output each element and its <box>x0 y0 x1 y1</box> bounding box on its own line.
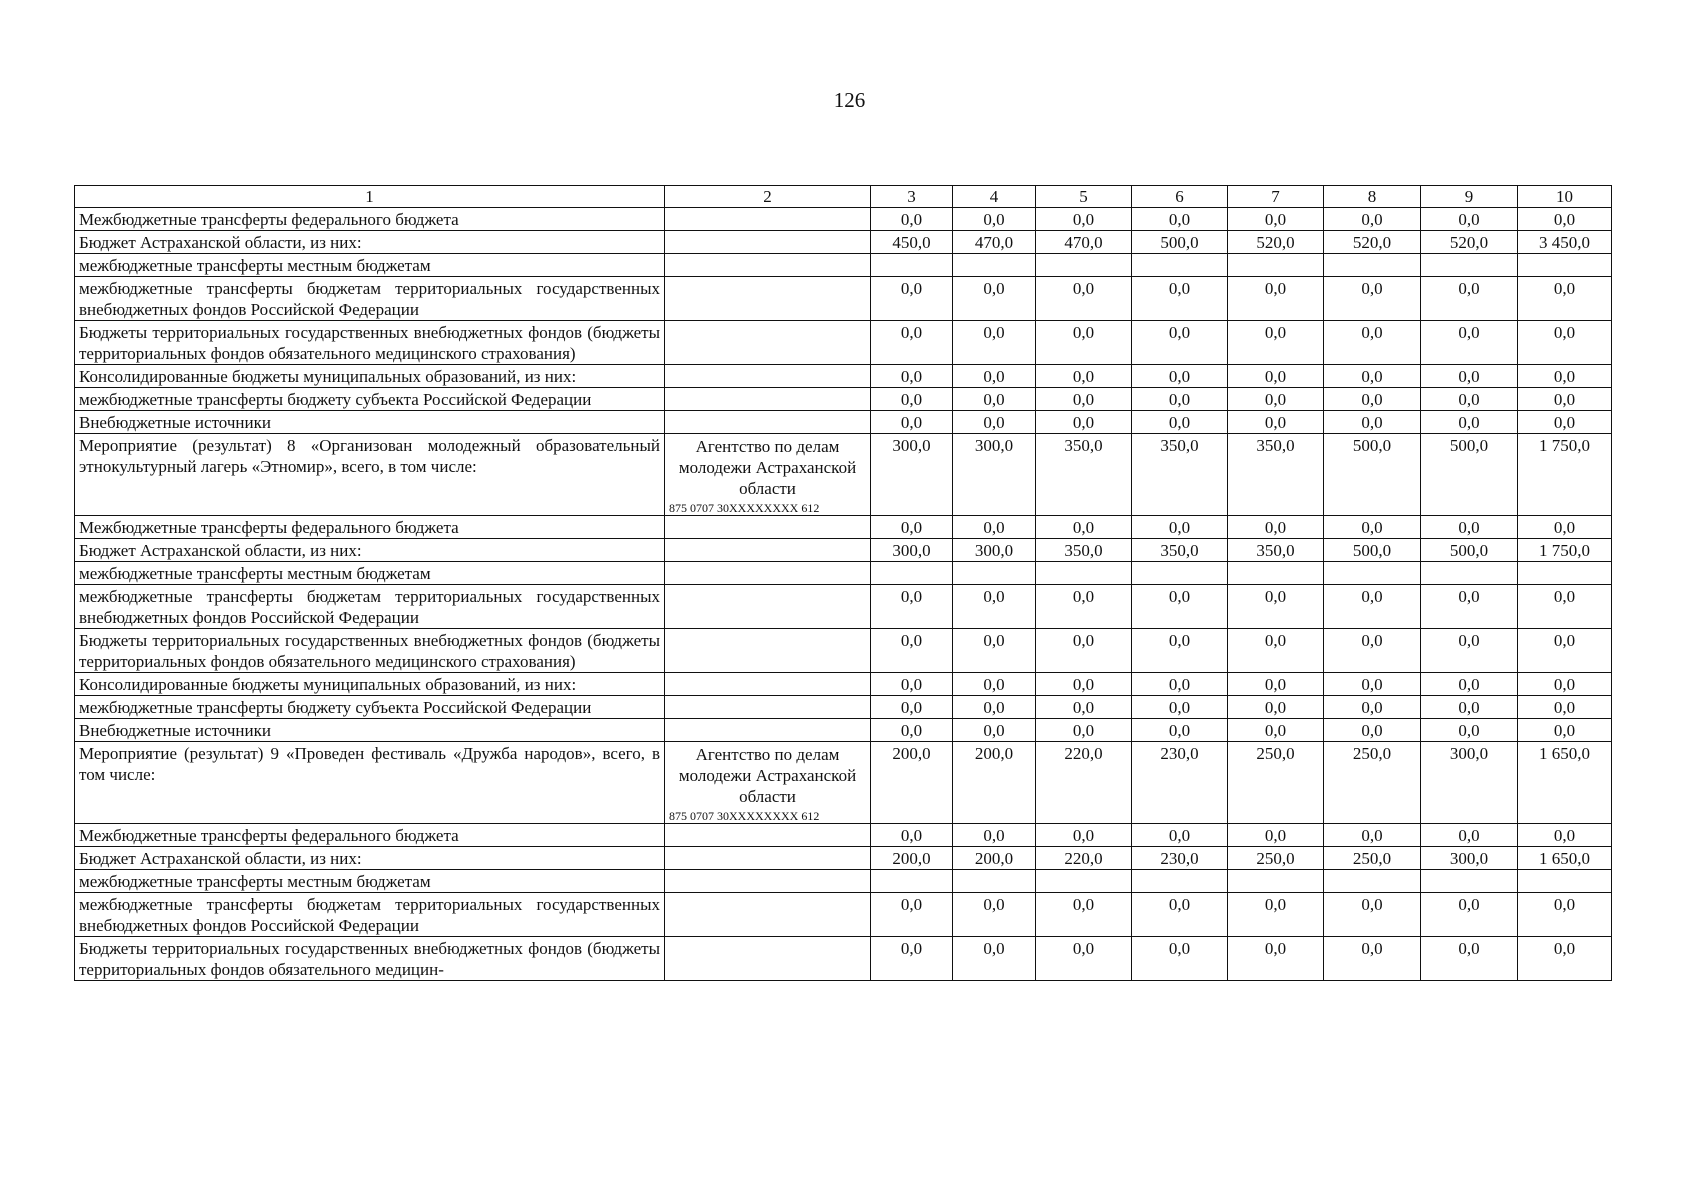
value-cell <box>871 254 953 277</box>
value-cell: 0,0 <box>871 277 953 321</box>
column-header: 4 <box>953 186 1036 208</box>
value-cell: 0,0 <box>1228 411 1324 434</box>
value-cell: 0,0 <box>1228 208 1324 231</box>
row-executor <box>665 937 871 981</box>
row-description: межбюджетные трансферты местным бюджетам <box>75 254 665 277</box>
table-row <box>75 585 1612 629</box>
value-cell: 1 750,0 <box>1518 434 1612 516</box>
value-cell: 0,0 <box>1518 696 1612 719</box>
value-cell: 250,0 <box>1324 847 1421 870</box>
value-cell: 0,0 <box>953 365 1036 388</box>
value-cell: 0,0 <box>1132 937 1228 981</box>
value-cell <box>1518 254 1612 277</box>
table-row <box>75 388 1612 411</box>
value-cell: 350,0 <box>1228 539 1324 562</box>
value-cell: 0,0 <box>1228 893 1324 937</box>
value-cell: 300,0 <box>1421 742 1518 824</box>
row-description: межбюджетные трансферты местным бюджетам <box>75 562 665 585</box>
value-cell: 200,0 <box>953 847 1036 870</box>
value-cell: 0,0 <box>1421 937 1518 981</box>
table-row <box>75 696 1612 719</box>
value-cell: 230,0 <box>1132 847 1228 870</box>
budget-table <box>74 185 1612 981</box>
executor-name: Агентство по делам молодежи Астраханской области <box>678 745 857 806</box>
value-cell <box>871 562 953 585</box>
value-cell <box>953 870 1036 893</box>
value-cell: 0,0 <box>1132 208 1228 231</box>
value-cell <box>1036 562 1132 585</box>
value-cell <box>1324 870 1421 893</box>
value-cell: 0,0 <box>1324 321 1421 365</box>
value-cell: 0,0 <box>1036 824 1132 847</box>
row-description: Бюджет Астраханской области, из них: <box>75 847 665 870</box>
value-cell: 0,0 <box>1228 365 1324 388</box>
value-cell: 0,0 <box>1132 696 1228 719</box>
value-cell: 0,0 <box>1036 321 1132 365</box>
table-row <box>75 937 1612 981</box>
value-cell: 0,0 <box>1036 411 1132 434</box>
value-cell: 0,0 <box>1132 321 1228 365</box>
row-description: межбюджетные трансферты местным бюджетам <box>75 870 665 893</box>
value-cell: 0,0 <box>1132 516 1228 539</box>
value-cell: 0,0 <box>1518 365 1612 388</box>
value-cell: 0,0 <box>871 388 953 411</box>
value-cell: 0,0 <box>1228 321 1324 365</box>
value-cell: 0,0 <box>1518 629 1612 673</box>
value-cell: 0,0 <box>871 411 953 434</box>
value-cell: 520,0 <box>1228 231 1324 254</box>
row-executor <box>665 411 871 434</box>
table-row <box>75 254 1612 277</box>
value-cell: 0,0 <box>1228 824 1324 847</box>
row-executor <box>665 673 871 696</box>
row-executor <box>665 824 871 847</box>
value-cell: 0,0 <box>1324 824 1421 847</box>
table-row <box>75 434 1612 516</box>
row-description: межбюджетные трансферты бюджетам территориальных государственных внебюджетных фондов Российской Федерации <box>75 893 665 937</box>
value-cell <box>1421 562 1518 585</box>
value-cell: 0,0 <box>1324 516 1421 539</box>
value-cell: 350,0 <box>1036 434 1132 516</box>
value-cell: 0,0 <box>1324 208 1421 231</box>
value-cell: 0,0 <box>1036 516 1132 539</box>
table-row <box>75 870 1612 893</box>
value-cell: 0,0 <box>1518 719 1612 742</box>
row-executor <box>665 719 871 742</box>
table-row <box>75 562 1612 585</box>
value-cell: 0,0 <box>871 208 953 231</box>
column-header: 7 <box>1228 186 1324 208</box>
value-cell: 520,0 <box>1324 231 1421 254</box>
value-cell: 0,0 <box>1421 696 1518 719</box>
value-cell: 250,0 <box>1228 742 1324 824</box>
header-row <box>75 186 1612 208</box>
value-cell: 0,0 <box>1132 719 1228 742</box>
column-header: 3 <box>871 186 953 208</box>
value-cell: 0,0 <box>1228 937 1324 981</box>
value-cell: 0,0 <box>871 516 953 539</box>
value-cell: 0,0 <box>1518 893 1612 937</box>
value-cell: 0,0 <box>871 365 953 388</box>
value-cell: 0,0 <box>1132 629 1228 673</box>
value-cell: 300,0 <box>871 539 953 562</box>
value-cell: 0,0 <box>953 411 1036 434</box>
value-cell: 200,0 <box>871 847 953 870</box>
value-cell <box>1324 562 1421 585</box>
value-cell: 1 650,0 <box>1518 742 1612 824</box>
value-cell: 470,0 <box>953 231 1036 254</box>
value-cell: 300,0 <box>871 434 953 516</box>
table-row <box>75 321 1612 365</box>
value-cell: 0,0 <box>953 719 1036 742</box>
value-cell: 0,0 <box>1324 673 1421 696</box>
value-cell: 0,0 <box>1324 719 1421 742</box>
row-executor <box>665 742 871 824</box>
table-row <box>75 539 1612 562</box>
value-cell: 0,0 <box>1518 673 1612 696</box>
column-header: 1 <box>75 186 665 208</box>
row-description: Межбюджетные трансферты федерального бюджета <box>75 208 665 231</box>
row-description: Внебюджетные источники <box>75 719 665 742</box>
row-description: Бюджеты территориальных государственных внебюджетных фондов (бюджеты территориальных фондов обязательного медицин- <box>75 937 665 981</box>
value-cell: 0,0 <box>1132 388 1228 411</box>
value-cell: 0,0 <box>1518 937 1612 981</box>
row-description: Бюджеты территориальных государственных внебюджетных фондов (бюджеты территориальных фондов обязательного медицинского страхования) <box>75 321 665 365</box>
value-cell: 0,0 <box>953 516 1036 539</box>
value-cell: 0,0 <box>1036 208 1132 231</box>
value-cell: 450,0 <box>871 231 953 254</box>
value-cell: 230,0 <box>1132 742 1228 824</box>
value-cell <box>1132 254 1228 277</box>
page-number: 126 <box>833 88 866 112</box>
value-cell: 0,0 <box>953 585 1036 629</box>
value-cell: 0,0 <box>1421 673 1518 696</box>
value-cell: 0,0 <box>953 208 1036 231</box>
value-cell: 0,0 <box>1324 277 1421 321</box>
value-cell: 0,0 <box>871 673 953 696</box>
value-cell: 0,0 <box>1324 893 1421 937</box>
value-cell: 0,0 <box>953 321 1036 365</box>
table-row <box>75 365 1612 388</box>
value-cell: 0,0 <box>1036 893 1132 937</box>
value-cell: 0,0 <box>1421 388 1518 411</box>
value-cell: 0,0 <box>1036 696 1132 719</box>
value-cell: 0,0 <box>1036 388 1132 411</box>
value-cell: 0,0 <box>953 673 1036 696</box>
row-executor <box>665 562 871 585</box>
budget-code: 875 0707 30ХXXXXXXX 612 <box>669 501 820 515</box>
value-cell: 0,0 <box>1518 516 1612 539</box>
value-cell: 0,0 <box>953 937 1036 981</box>
value-cell: 0,0 <box>871 585 953 629</box>
value-cell: 0,0 <box>1421 208 1518 231</box>
row-description: межбюджетные трансферты бюджету субъекта Российской Федерации <box>75 388 665 411</box>
row-description: Бюджет Астраханской области, из них: <box>75 539 665 562</box>
column-header: 8 <box>1324 186 1421 208</box>
value-cell: 0,0 <box>1228 673 1324 696</box>
row-executor <box>665 434 871 516</box>
value-cell: 0,0 <box>1421 321 1518 365</box>
value-cell: 0,0 <box>1518 585 1612 629</box>
value-cell: 0,0 <box>871 321 953 365</box>
value-cell: 500,0 <box>1324 434 1421 516</box>
row-executor <box>665 254 871 277</box>
value-cell <box>1421 870 1518 893</box>
value-cell: 0,0 <box>1518 411 1612 434</box>
value-cell: 0,0 <box>871 629 953 673</box>
value-cell: 200,0 <box>871 742 953 824</box>
value-cell: 0,0 <box>1421 365 1518 388</box>
row-description: Межбюджетные трансферты федерального бюджета <box>75 516 665 539</box>
value-cell: 500,0 <box>1132 231 1228 254</box>
value-cell: 500,0 <box>1421 434 1518 516</box>
table-row <box>75 277 1612 321</box>
value-cell: 0,0 <box>953 893 1036 937</box>
value-cell: 500,0 <box>1324 539 1421 562</box>
value-cell: 0,0 <box>1324 411 1421 434</box>
value-cell: 0,0 <box>953 696 1036 719</box>
value-cell: 350,0 <box>1036 539 1132 562</box>
value-cell: 0,0 <box>1324 937 1421 981</box>
value-cell: 0,0 <box>1518 388 1612 411</box>
table-row <box>75 673 1612 696</box>
value-cell: 220,0 <box>1036 742 1132 824</box>
value-cell: 0,0 <box>1421 585 1518 629</box>
value-cell: 0,0 <box>1132 277 1228 321</box>
value-cell: 0,0 <box>1421 629 1518 673</box>
row-description: Мероприятие (результат) 9 «Проведен фестиваль «Дружба народов», всего, в том числе: <box>75 742 665 824</box>
value-cell: 200,0 <box>953 742 1036 824</box>
row-executor <box>665 629 871 673</box>
value-cell: 3 450,0 <box>1518 231 1612 254</box>
value-cell <box>1132 870 1228 893</box>
value-cell: 300,0 <box>953 434 1036 516</box>
row-description: межбюджетные трансферты бюджетам территориальных государственных внебюджетных фондов Российской Федерации <box>75 585 665 629</box>
table-row <box>75 719 1612 742</box>
value-cell: 0,0 <box>1228 516 1324 539</box>
value-cell: 1 750,0 <box>1518 539 1612 562</box>
value-cell: 0,0 <box>1421 516 1518 539</box>
value-cell: 0,0 <box>953 388 1036 411</box>
row-description: Бюджеты территориальных государственных внебюджетных фондов (бюджеты территориальных фондов обязательного медицинского страхования) <box>75 629 665 673</box>
value-cell: 0,0 <box>1421 411 1518 434</box>
value-cell: 0,0 <box>1421 277 1518 321</box>
row-executor <box>665 321 871 365</box>
table-row <box>75 893 1612 937</box>
table-row <box>75 208 1612 231</box>
value-cell: 0,0 <box>1324 629 1421 673</box>
row-description: межбюджетные трансферты бюджету субъекта Российской Федерации <box>75 696 665 719</box>
value-cell: 300,0 <box>953 539 1036 562</box>
value-cell: 500,0 <box>1421 539 1518 562</box>
column-header: 5 <box>1036 186 1132 208</box>
value-cell: 350,0 <box>1228 434 1324 516</box>
row-description: Внебюджетные источники <box>75 411 665 434</box>
value-cell <box>871 870 953 893</box>
value-cell: 0,0 <box>1518 824 1612 847</box>
value-cell: 220,0 <box>1036 847 1132 870</box>
value-cell <box>1324 254 1421 277</box>
value-cell <box>953 254 1036 277</box>
table-row <box>75 231 1612 254</box>
table-row <box>75 847 1612 870</box>
value-cell: 0,0 <box>953 824 1036 847</box>
table-row <box>75 411 1612 434</box>
value-cell: 250,0 <box>1324 742 1421 824</box>
row-executor <box>665 208 871 231</box>
value-cell: 0,0 <box>1132 585 1228 629</box>
value-cell: 0,0 <box>871 937 953 981</box>
row-executor <box>665 516 871 539</box>
value-cell: 0,0 <box>1132 893 1228 937</box>
value-cell <box>1421 254 1518 277</box>
value-cell <box>1036 254 1132 277</box>
value-cell: 0,0 <box>1036 365 1132 388</box>
row-description: Консолидированные бюджеты муниципальных образований, из них: <box>75 365 665 388</box>
column-header: 10 <box>1518 186 1612 208</box>
value-cell: 0,0 <box>1132 365 1228 388</box>
value-cell: 0,0 <box>871 696 953 719</box>
value-cell: 0,0 <box>871 893 953 937</box>
value-cell: 520,0 <box>1421 231 1518 254</box>
budget-code: 875 0707 30ХXXXXXXX 612 <box>669 809 820 823</box>
value-cell: 0,0 <box>871 719 953 742</box>
value-cell: 0,0 <box>1228 696 1324 719</box>
value-cell: 0,0 <box>1421 719 1518 742</box>
value-cell: 0,0 <box>1324 365 1421 388</box>
column-header: 2 <box>665 186 871 208</box>
value-cell: 0,0 <box>953 629 1036 673</box>
value-cell: 0,0 <box>1324 388 1421 411</box>
row-executor <box>665 893 871 937</box>
value-cell <box>1132 562 1228 585</box>
value-cell: 0,0 <box>1036 937 1132 981</box>
value-cell: 1 650,0 <box>1518 847 1612 870</box>
value-cell <box>1036 870 1132 893</box>
table-row <box>75 824 1612 847</box>
value-cell: 0,0 <box>1518 208 1612 231</box>
row-executor <box>665 696 871 719</box>
value-cell: 0,0 <box>1036 629 1132 673</box>
value-cell: 0,0 <box>1036 277 1132 321</box>
table-row <box>75 516 1612 539</box>
row-executor <box>665 231 871 254</box>
value-cell: 0,0 <box>1228 719 1324 742</box>
value-cell: 0,0 <box>1518 321 1612 365</box>
row-executor <box>665 277 871 321</box>
row-executor <box>665 870 871 893</box>
value-cell: 0,0 <box>1324 696 1421 719</box>
value-cell: 0,0 <box>871 824 953 847</box>
value-cell: 0,0 <box>1228 629 1324 673</box>
value-cell: 0,0 <box>1228 277 1324 321</box>
value-cell: 0,0 <box>1132 824 1228 847</box>
row-description: Межбюджетные трансферты федерального бюджета <box>75 824 665 847</box>
value-cell: 0,0 <box>1228 585 1324 629</box>
value-cell: 250,0 <box>1228 847 1324 870</box>
row-executor <box>665 585 871 629</box>
value-cell: 0,0 <box>1421 824 1518 847</box>
value-cell <box>1228 562 1324 585</box>
value-cell: 350,0 <box>1132 434 1228 516</box>
value-cell: 0,0 <box>1518 277 1612 321</box>
value-cell: 0,0 <box>1036 585 1132 629</box>
table-row <box>75 629 1612 673</box>
executor-name: Агентство по делам молодежи Астраханской области <box>678 437 857 498</box>
value-cell: 300,0 <box>1421 847 1518 870</box>
value-cell <box>1228 870 1324 893</box>
value-cell: 0,0 <box>1421 893 1518 937</box>
row-description: Бюджет Астраханской области, из них: <box>75 231 665 254</box>
row-description: Консолидированные бюджеты муниципальных образований, из них: <box>75 673 665 696</box>
value-cell: 0,0 <box>1036 719 1132 742</box>
row-description: межбюджетные трансферты бюджетам территориальных государственных внебюджетных фондов Российской Федерации <box>75 277 665 321</box>
table-row <box>75 742 1612 824</box>
column-header: 6 <box>1132 186 1228 208</box>
value-cell: 0,0 <box>1132 411 1228 434</box>
row-executor <box>665 539 871 562</box>
value-cell: 350,0 <box>1132 539 1228 562</box>
value-cell: 0,0 <box>1036 673 1132 696</box>
value-cell <box>1228 254 1324 277</box>
row-executor <box>665 847 871 870</box>
row-description: Мероприятие (результат) 8 «Организован молодежный образовательный этнокультурный лагерь «Этномир», всего, в том числе: <box>75 434 665 516</box>
row-executor <box>665 388 871 411</box>
column-header: 9 <box>1421 186 1518 208</box>
value-cell <box>1518 562 1612 585</box>
value-cell: 0,0 <box>1132 673 1228 696</box>
value-cell: 0,0 <box>1228 388 1324 411</box>
row-executor <box>665 365 871 388</box>
value-cell <box>953 562 1036 585</box>
value-cell: 0,0 <box>953 277 1036 321</box>
value-cell <box>1518 870 1612 893</box>
value-cell: 470,0 <box>1036 231 1132 254</box>
value-cell: 0,0 <box>1324 585 1421 629</box>
